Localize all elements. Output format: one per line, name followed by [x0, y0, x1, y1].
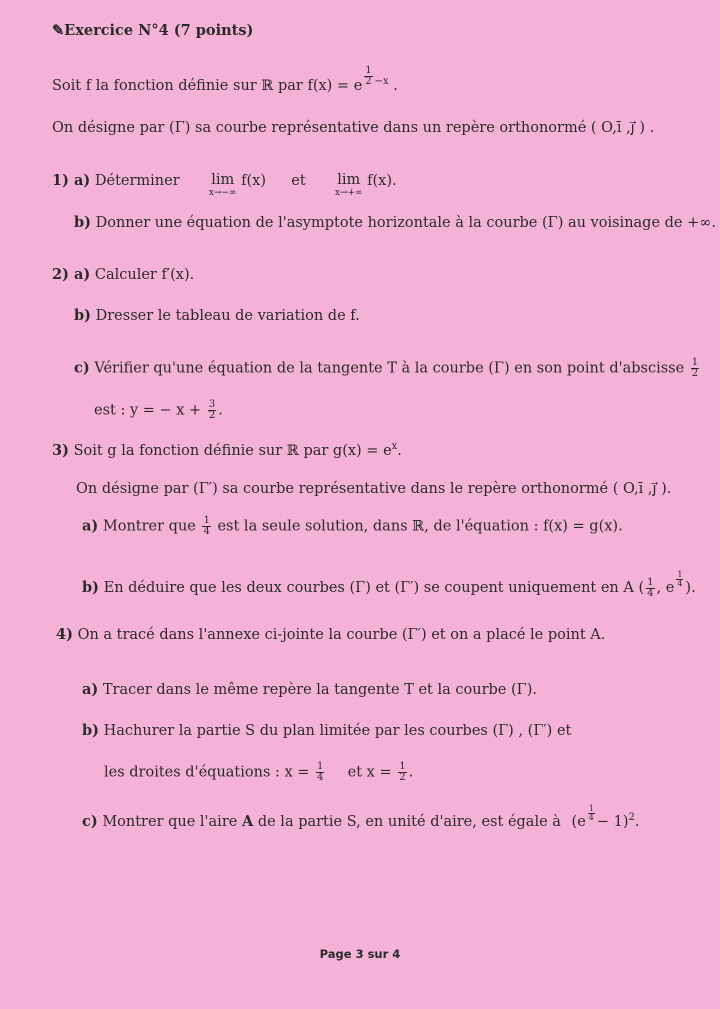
limit-plus-inf: lim x→+∞ [334, 172, 363, 198]
question-4: 4) On a tracé dans l'annexe ci-jointe la courbe (Γ′) et on a placé le point A. [56, 626, 606, 643]
page-footer: Page 3 sur 4 [319, 947, 401, 961]
limit-minus-inf: lim x→−∞ [208, 172, 237, 198]
question-3a: a) Montrer que $\frac{1}{4}$ est la seule solution, dans ℝ, de l'équation : f(x) = g(x). [82, 515, 623, 537]
question-3-curve: On désigne par (Γ′) sa courbe représentative dans le repère orthonormé ( O,ī ,j⃗ ). [76, 481, 672, 497]
def-text: Soit f la fonction définie sur ℝ par f(x) = [52, 78, 350, 94]
curve-definition: On désigne par (Γ) sa courbe représentative dans un repère orthonormé ( O,ī ,j⃗ ) . [52, 120, 655, 136]
question-1b: b) Donner une équation de l'asymptote horizontale à la courbe (Γ) au voisinage de +∞. [74, 214, 716, 231]
question-4a: a) Tracer dans le même repère la tangente T et la courbe (Γ). [82, 681, 537, 698]
exercise-title: ✎Exercice N°4 (7 points) [52, 22, 254, 39]
question-1a: 1) a) Déterminer lim x→−∞ f(x) et lim x→+∞ f(x). [52, 172, 397, 198]
def-exp: e $\frac{1}{2}$ $^{-x}$ [353, 65, 389, 94]
question-2c: c) Vérifier qu'une équation de la tangente T à la courbe (Γ) en son point d'abscisse $\frac{1}{2}$ [74, 357, 699, 379]
question-2b: b) Dresser le tableau de variation de f. [74, 307, 360, 324]
question-4c: c) Montrer que l'aire A de la partie S, en unité d'aire, est égale à (e $\frac{1}{4}$ − 1)$^2$. [82, 804, 640, 830]
question-4b-lines: les droites d'équations : x = $\frac{1}{4}$ et x = $\frac{1}{2}$ . [104, 761, 414, 783]
question-2a: 2) a) Calculer f′(x). [52, 266, 195, 283]
question-3: 3) Soit g la fonction définie sur ℝ par $g(x) = e^x$. [52, 441, 402, 459]
question-4b: b) Hachurer la partie S du plan limitée par les courbes (Γ) , (Γ′) et [82, 722, 572, 739]
function-definition: Soit f la fonction définie sur ℝ par f(x) = e $\frac{1}{2}$ $^{-x}$ . [52, 65, 398, 94]
area-expression: (e $\frac{1}{4}$ − 1)$^2$. [571, 804, 640, 830]
question-2c-tangent: est : y = − x + $\frac{3}{2}$ . [94, 399, 223, 421]
question-3b: b) En déduire que les deux courbes (Γ) et (Γ′) se coupent uniquement en A ( $\frac{1}{4}$ , e $\frac{1}{4}$ ). [82, 570, 696, 599]
